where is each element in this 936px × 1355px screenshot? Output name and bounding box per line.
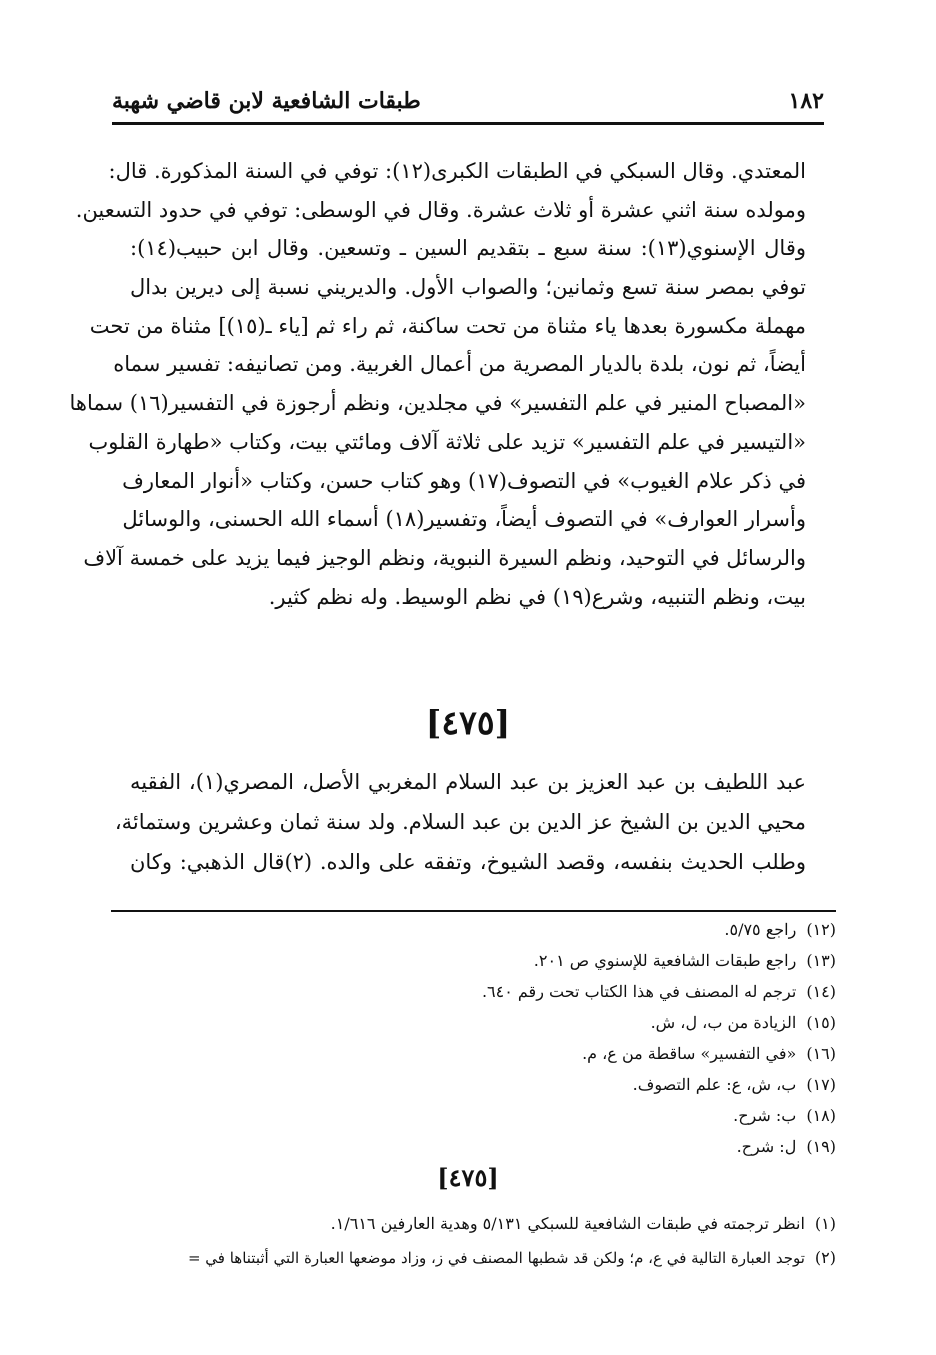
- body-line-last: بيت، ونظم التنبيه، وشرع(١٩) في نظم الوسيط. وله نظم كثير.: [268, 584, 806, 609]
- footnotes: [100, 914, 836, 1162]
- footnote-marker: (١٦): [806, 1044, 836, 1063]
- entry-line: محيي الدين بن الشيخ عز الدين بن عبد السلام. ولد سنة ثمان وعشرين وستمائة،: [114, 810, 806, 834]
- running-header: [112, 64, 824, 116]
- footnote-text: ب: شرح.: [733, 1106, 797, 1125]
- body-line: أيضاً، ثم نون، بلدة بالديار المصرية من أعمال الغربية. ومن تصانيفه: تفسير سماه: [113, 352, 806, 377]
- footnote-text: الزيادة من ب، ل، ش.: [650, 1013, 797, 1032]
- footnote: [100, 945, 836, 976]
- footnote-text: راجع ٥/٧٥.: [724, 920, 797, 939]
- book-title: طبقات الشافعية لابن قاضي شهبة: [112, 88, 421, 114]
- footnote-marker: (١٣): [806, 951, 836, 970]
- footnote-marker: (١٨): [806, 1106, 836, 1125]
- footnote: [100, 1007, 836, 1038]
- footnote-marker: (١٥): [806, 1013, 836, 1032]
- footnote-rule: [111, 910, 836, 912]
- body-line: مهملة مكسورة بعدها ياء مثناة من تحت ساكنة، ثم راء ثم [ياء ـ(١٥)] مثناة من تحت: [89, 313, 806, 338]
- footnotes-entry: [100, 1207, 836, 1275]
- body-line: المعتدي. وقال السبكي في الطبقات الكبرى(١٢): توفي في السنة المذكورة. قال:: [108, 159, 806, 183]
- footnotes-entry-number: [٤٧٥]: [437, 1163, 499, 1192]
- entry-number: [٤٧٥]: [425, 703, 511, 742]
- footnote: [100, 1241, 836, 1275]
- footnote-marker: (١): [814, 1214, 836, 1233]
- footnote-text: انظر ترجمته في طبقات الشافعية للسبكي ٥/١٣١ وهدية العارفين ١/٦١٦.: [330, 1214, 805, 1233]
- footnote-marker: (٢): [814, 1248, 836, 1267]
- entry-text: [114, 762, 806, 882]
- footnote-text: «في التفسير» ساقطة من ع، م.: [582, 1044, 797, 1063]
- header-rule: [112, 122, 824, 125]
- footnote-marker: (١٩): [806, 1137, 836, 1156]
- footnote: [100, 1131, 836, 1162]
- body-line: في ذكر علام الغيوب» في التصوف(١٧) وهو كتاب حسن، وكتاب «أنوار المعارف: [122, 468, 806, 493]
- footnote-marker: (١٢): [806, 920, 836, 939]
- body-line: وأسرار العوارف» في التصوف أيضاً، وتفسير(١٨) أسماء الله الحسنى، والوسائل: [122, 507, 806, 532]
- footnote: [100, 1069, 836, 1100]
- footnote: [100, 1100, 836, 1131]
- entry-line: وطلب الحديث بنفسه، وقصد الشيوخ، وتفقه على والده. (٢)قال الذهبي: وكان: [130, 850, 806, 874]
- footnote-text: ل: شرح.: [736, 1137, 797, 1156]
- footnote-text: ترجم له المصنف في هذا الكتاب تحت رقم ٦٤٠.: [481, 982, 797, 1001]
- page-number: ١٨٢: [788, 88, 824, 114]
- footnote-text: راجع طبقات الشافعية للإسنوي ص ٢٠١.: [533, 951, 797, 970]
- body-text: [69, 152, 807, 616]
- body-line: والرسائل في التوحيد، ونظم السيرة النبوية، ونظم الوجيز فيما يزيد على خمسة آلاف: [83, 545, 806, 570]
- entry-line: عبد اللطيف بن عبد العزيز بن عبد السلام المغربي الأصل، المصري(١)، الفقيه: [130, 770, 806, 794]
- body-line: ومولده سنة اثني عشرة أو ثلاث عشرة. وقال في الوسطى: توفي في حدود التسعين.: [75, 197, 806, 222]
- body-line: «التيسير في علم التفسير» تزيد على ثلاثة آلاف ومائتي بيت، وكتاب «طهارة القلوب: [88, 429, 806, 454]
- body-line: توفي بمصر سنة تسع وثمانين؛ والصواب الأول. والديريني نسبة إلى ديرين بدال: [130, 275, 806, 300]
- footnote-marker: (١٧): [806, 1075, 836, 1094]
- footnote: [100, 1038, 836, 1069]
- footnote: [100, 914, 836, 945]
- footnote-text: ب، ش، ع: علم التصوف.: [632, 1075, 797, 1094]
- footnote: [100, 976, 836, 1007]
- body-line: «المصباح المنير في علم التفسير» في مجلدين، ونظم أرجوزة في التفسير(١٦) سماها: [69, 391, 806, 416]
- body-line: وقال الإسنوي(١٣): سنة سبع ـ بتقديم السين ـ وتسعين. وقال ابن حبيب(١٤):: [130, 236, 807, 261]
- footnote-text: توجد العبارة التالية في ع، م؛ ولكن قد شطبها المصنف في ز، وزاد موضعها العبارة التي أثبتناها في =: [187, 1249, 805, 1267]
- footnote-marker: (١٤): [806, 982, 836, 1001]
- footnote: [100, 1207, 836, 1241]
